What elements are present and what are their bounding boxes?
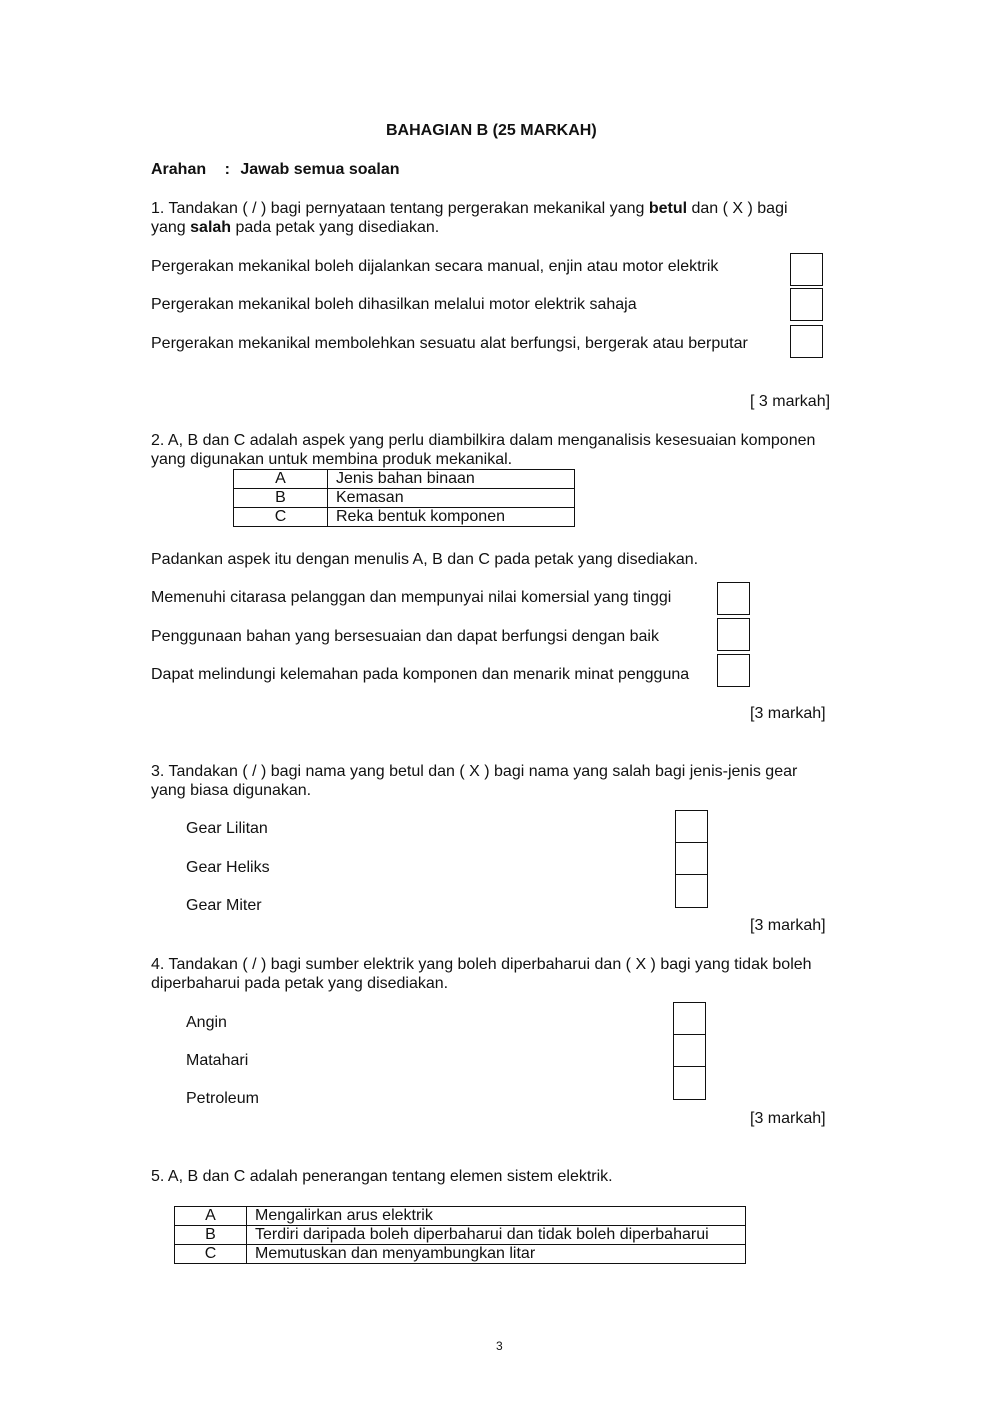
q2-marks: [3 markah]: [750, 705, 826, 722]
q1-intro-line1: 1. Tandakan ( / ) bagi pernyataan tentang pergerakan mekanikal yang betul dan ( X ) bagi: [151, 200, 788, 217]
q1-statement: Pergerakan mekanikal boleh dihasilkan melalui motor elektrik sahaja: [151, 296, 637, 313]
q1-intro-line2: yang salah pada petak yang disediakan.: [151, 219, 440, 236]
aspect-key: B: [234, 489, 328, 508]
q3-gear-item: Gear Miter: [186, 897, 262, 914]
q1-answer-box-2[interactable]: [790, 288, 823, 321]
element-key: A: [175, 1207, 247, 1226]
page-number: 3: [496, 1339, 503, 1353]
q1-marks: [ 3 markah]: [750, 393, 831, 410]
table-row: [175, 1245, 746, 1264]
q1-bold-salah: salah: [190, 219, 232, 236]
instruction-label: Arahan: [151, 161, 207, 178]
aspect-key: A: [234, 470, 328, 489]
aspect-desc: Reka bentuk komponen: [328, 508, 575, 527]
q3-marks: [3 markah]: [750, 917, 826, 934]
aspect-key: C: [234, 508, 328, 527]
q2-statement: Memenuhi citarasa pelanggan dan mempunyai nilai komersial yang tinggi: [151, 589, 672, 606]
q2-aspect-table: [233, 469, 575, 527]
q3-answer-box-2[interactable]: [675, 842, 708, 876]
element-desc: Memutuskan dan menyambungkan litar: [247, 1245, 746, 1264]
element-key: C: [175, 1245, 247, 1264]
q3-gear-item: Gear Heliks: [186, 859, 270, 876]
table-row: [175, 1207, 746, 1226]
q4-source-item: Angin: [186, 1014, 227, 1031]
aspect-desc: Kemasan: [328, 489, 575, 508]
q4-intro-line2: diperbaharui pada petak yang disediakan.: [151, 975, 449, 992]
q4-intro-line1: 4. Tandakan ( / ) bagi sumber elektrik yang boleh diperbaharui dan ( X ) bagi yang tidak boleh: [151, 956, 812, 973]
q1-bold-betul: betul: [648, 200, 688, 217]
instruction: [151, 160, 400, 180]
q3-intro-line2: yang biasa digunakan.: [151, 782, 312, 799]
q4-answer-box-3[interactable]: [673, 1066, 706, 1100]
section-heading: BAHAGIAN B (25 MARKAH): [386, 122, 597, 139]
q3-answer-box-3[interactable]: [675, 874, 708, 908]
q1-statement: Pergerakan mekanikal boleh dijalankan secara manual, enjin atau motor elektrik: [151, 258, 719, 275]
q2-answer-box-2[interactable]: [717, 618, 750, 651]
q1-statement: Pergerakan mekanikal membolehkan sesuatu alat berfungsi, bergerak atau berputar: [151, 335, 748, 352]
q3-answer-box-1[interactable]: [675, 810, 708, 844]
q4-answer-box-1[interactable]: [673, 1002, 706, 1036]
element-key: B: [175, 1226, 247, 1245]
table-row: [234, 508, 575, 527]
q2-statement: Dapat melindungi kelemahan pada komponen dan menarik minat pengguna: [151, 666, 690, 683]
q5-element-table: [174, 1206, 746, 1264]
q5-intro: 5. A, B dan C adalah penerangan tentang elemen sistem elektrik.: [151, 1168, 613, 1185]
q2-intro-line1: 2. A, B dan C adalah aspek yang perlu diambilkira dalam menganalisis kesesuaian komponen: [151, 432, 816, 449]
q4-source-item: Matahari: [186, 1052, 249, 1069]
element-desc: Mengalirkan arus elektrik: [247, 1207, 746, 1226]
table-row: [234, 470, 575, 489]
instruction-separator: :: [224, 161, 230, 178]
q2-intro-line2: yang digunakan untuk membina produk mekanikal.: [151, 451, 513, 468]
element-desc: Terdiri daripada boleh diperbaharui dan tidak boleh diperbaharui: [247, 1226, 746, 1245]
q2-instruction: Padankan aspek itu dengan menulis A, B dan C pada petak yang disediakan.: [151, 551, 699, 568]
q4-answer-box-2[interactable]: [673, 1034, 706, 1068]
table-row: [234, 489, 575, 508]
q2-answer-box-1[interactable]: [717, 582, 750, 615]
q1-answer-box-3[interactable]: [790, 325, 823, 358]
q3-gear-item: Gear Lilitan: [186, 820, 268, 837]
q4-source-item: Petroleum: [186, 1090, 259, 1107]
table-row: [175, 1226, 746, 1245]
q2-answer-box-3[interactable]: [717, 654, 750, 687]
instruction-text: Jawab semua soalan: [240, 161, 400, 178]
q4-marks: [3 markah]: [750, 1110, 826, 1127]
q3-intro-line1: 3. Tandakan ( / ) bagi nama yang betul dan ( X ) bagi nama yang salah bagi jenis-jenis gear: [151, 763, 798, 780]
q1-answer-box-1[interactable]: [790, 253, 823, 286]
q2-statement: Penggunaan bahan yang bersesuaian dan dapat berfungsi dengan baik: [151, 628, 659, 645]
aspect-desc: Jenis bahan binaan: [328, 470, 575, 489]
